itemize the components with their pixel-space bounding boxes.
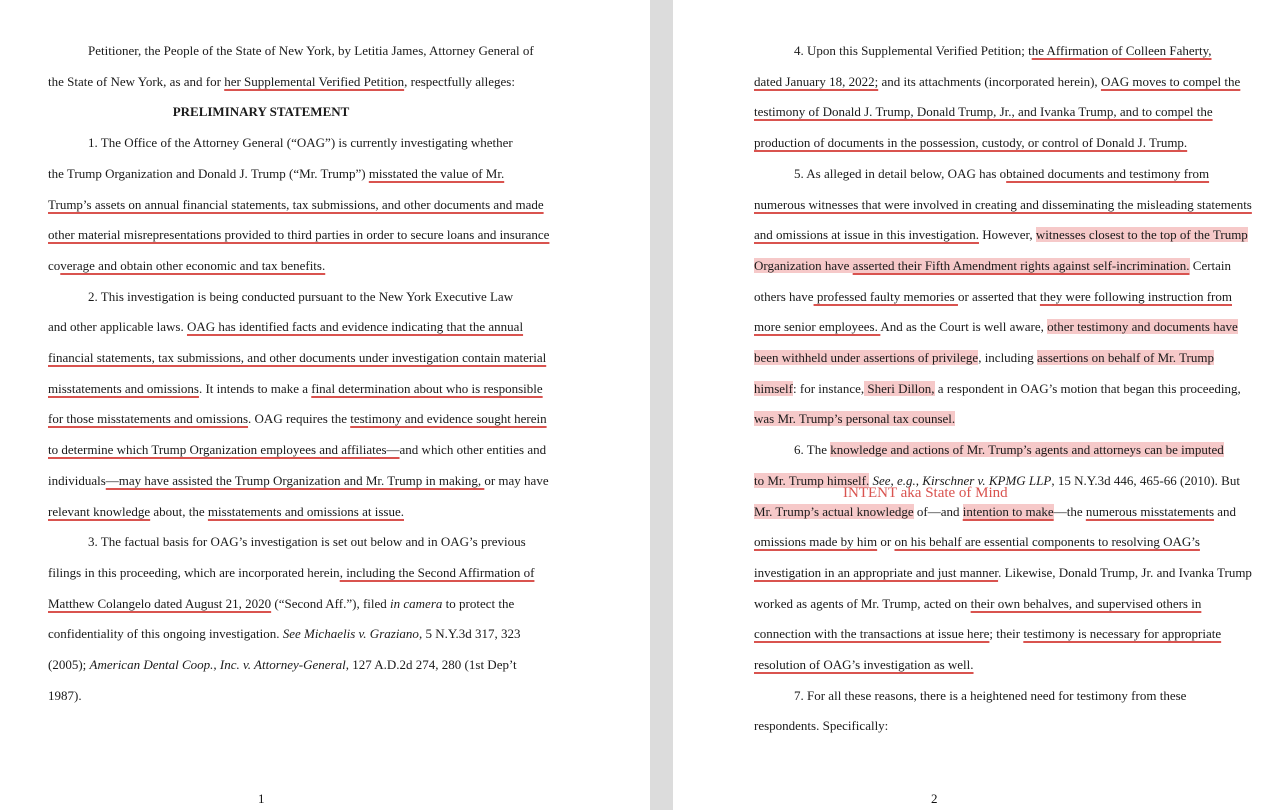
text-line xyxy=(88,135,513,151)
text-line xyxy=(48,74,515,90)
text-run: . OAG requires the xyxy=(248,411,351,427)
underlined-text: misstatements and omissions at issue. xyxy=(207,503,404,519)
text-line xyxy=(754,74,1240,90)
text-line xyxy=(48,596,514,612)
underlined-text: they were following instruction from xyxy=(1039,288,1232,304)
highlighted-text: been withheld under assertions of privilege xyxy=(754,350,979,365)
underlined-text: numerous misstatements xyxy=(1085,503,1215,519)
highlighted-text: was Mr. Trump’s personal tax counsel. xyxy=(754,411,956,427)
text-line xyxy=(48,350,546,366)
highlighted-text: asserted their Fifth Amendment rights against self-incrimination. xyxy=(852,257,1190,273)
text-run: others have xyxy=(754,288,814,304)
underlined-text: OAG has identified facts and evidence indicating that the annual xyxy=(186,319,524,335)
text-run: confidentiality of this ongoing investigation. xyxy=(48,626,283,642)
underlined-text: her Supplemental Verified Petition xyxy=(224,73,405,89)
italic-text: in camera xyxy=(390,595,443,611)
text-line xyxy=(794,43,1212,59)
text-run: of—and xyxy=(913,503,963,519)
highlighted-text: other testimony and documents have xyxy=(1047,319,1238,335)
text-run: This investigation is being conducted pursuant to the New York Executive Law xyxy=(97,288,514,304)
text-run: , 127 A.D.2d 274, 280 (1st Dep’t xyxy=(345,657,517,672)
text-run: 5. xyxy=(794,165,804,181)
text-line xyxy=(794,688,1186,704)
text-run: 1987). xyxy=(48,687,82,703)
underlined-text: other material misrepresentations provided to third parties in order to secure loans and insurance xyxy=(48,227,550,243)
text-run: , 5 N.Y.3d 317, 323 xyxy=(418,626,521,642)
italic-text: American Dental Coop., Inc. v. Attorney-General xyxy=(89,657,346,672)
text-run: PRELIMINARY STATEMENT xyxy=(172,104,350,120)
highlighted-text: witnesses closest to the top of the Trump xyxy=(1035,227,1248,243)
text-line xyxy=(48,657,517,673)
text-run: the Trump Organization and Donald J. Trump (“Mr. Trump”) xyxy=(48,165,369,181)
text-run: 7. xyxy=(794,687,804,703)
text-line xyxy=(754,718,888,734)
underlined-text: professed faulty memories xyxy=(813,288,958,304)
text-run: or asserted that xyxy=(957,288,1040,304)
text-line xyxy=(48,166,504,182)
text-run: The Office of the Attorney General (“OAG”) is currently investigating whether xyxy=(97,135,513,151)
text-run: . It intends to make a xyxy=(198,380,312,396)
underlined-text: dated January 18, 2022; xyxy=(754,73,879,89)
text-line xyxy=(754,504,1236,520)
text-run: , including xyxy=(978,350,1038,365)
text-run: And as the Court is well aware, xyxy=(880,319,1048,335)
text-run: and its attachments (incorporated herein), xyxy=(878,73,1101,89)
text-line xyxy=(48,504,404,520)
text-line xyxy=(48,411,547,427)
text-line xyxy=(754,596,1201,612)
underlined-text: he Affirmation of Colleen Faherty, xyxy=(1031,43,1212,58)
text-run: a respondent in OAG’s motion that began this proceeding, xyxy=(934,380,1241,396)
text-run: Certain xyxy=(1189,257,1232,273)
underlined-text: —may have assisted the Trump Organization and Mr. Trump in making, xyxy=(105,472,485,488)
highlighted-text: Organization have xyxy=(754,257,853,273)
highlighted-text: Mr. Trump’s actual knowledge xyxy=(754,503,914,519)
text-run: . Likewise, Donald Trump, Jr. and Ivanka Trump xyxy=(998,564,1252,580)
text-line xyxy=(754,227,1248,243)
underlined-text: misstated the value of Mr. xyxy=(368,165,505,181)
text-run: Upon this Supplemental Verified Petition; t xyxy=(803,43,1032,58)
underlined-text: connection with the transactions at issue here xyxy=(754,626,990,642)
underlined-text: numerous witnesses that were involved in creating and disseminating the misleading statements xyxy=(754,196,1252,212)
text-line xyxy=(48,626,521,642)
text-line xyxy=(754,319,1238,335)
text-run: , 15 N.Y.3d 446, 465-66 (2010). But xyxy=(1051,472,1240,488)
underlined-text: for those misstatements and omissions xyxy=(48,411,249,427)
text-run: or xyxy=(877,534,895,550)
underlined-text: relevant knowledge xyxy=(48,503,151,519)
italic-text: See, e.g., Kirschner v. KPMG LLP xyxy=(872,472,1052,488)
text-line xyxy=(754,381,1241,397)
text-run: 3. xyxy=(88,534,98,550)
text-run: individuals xyxy=(48,472,106,488)
underlined-text: resolution of OAG’s investigation as well. xyxy=(754,657,974,672)
text-run: and xyxy=(1214,503,1237,519)
text-run: (“Second Aff.”), filed xyxy=(271,595,391,611)
text-line xyxy=(794,442,1224,458)
text-line xyxy=(754,411,955,427)
text-line xyxy=(88,43,534,59)
page-number: 2 xyxy=(931,791,938,806)
text-run: The factual basis for OAG’s investigation is set out below and in OAG’s previous xyxy=(97,534,526,550)
text-line xyxy=(754,350,1214,366)
text-run: respondents. Specifically: xyxy=(754,718,889,734)
text-run: worked as agents of Mr. Trump, acted on xyxy=(754,595,971,611)
underlined-text: omissions made by him xyxy=(754,534,878,550)
text-line xyxy=(88,534,526,550)
underlined-text: financial statements, tax submissions, and other documents under investigation contain material xyxy=(48,350,547,365)
underlined-text: testimony and evidence sought herein xyxy=(350,411,547,427)
text-line xyxy=(48,258,325,274)
underlined-text: misstatements and omissions xyxy=(48,380,199,396)
text-line xyxy=(754,534,1200,550)
text-line xyxy=(48,227,549,243)
text-run: 1. xyxy=(88,135,98,151)
text-run: co xyxy=(48,257,61,273)
text-run: However, xyxy=(978,227,1036,243)
underlined-text: final determination about who is responsible xyxy=(311,380,543,396)
text-run: or may have xyxy=(484,472,549,488)
text-run: ; their xyxy=(989,626,1024,642)
text-run: , respectfully alleges: xyxy=(404,73,515,89)
text-run: The xyxy=(803,442,831,458)
page-number: 1 xyxy=(258,791,265,806)
text-line xyxy=(48,442,546,458)
text-line xyxy=(754,197,1252,213)
text-line xyxy=(48,473,549,489)
highlighted-text: intention to make xyxy=(962,503,1054,519)
underlined-text: production of documents in the possession, custody, or control of Donald J. Trump. xyxy=(754,135,1188,151)
underlined-text: testimony is necessary for appropriate xyxy=(1023,626,1222,642)
underlined-text: Trump’s assets on annual financial statements, tax submissions, and other documents and made xyxy=(48,196,544,212)
text-line xyxy=(754,565,1252,581)
underlined-text: investigation in an appropriate and just manner xyxy=(754,564,999,580)
highlighted-text: knowledge and actions of Mr. Trump’s agents and attorneys can be imputed xyxy=(830,442,1224,458)
text-line xyxy=(48,565,534,581)
text-line xyxy=(794,166,1209,182)
text-line xyxy=(48,197,544,213)
text-line xyxy=(48,319,523,335)
text-run: the State of New York, as and for xyxy=(48,73,225,89)
text-line xyxy=(48,381,543,397)
underlined-text: their own behalves, and supervised others in xyxy=(970,595,1202,611)
text-line xyxy=(754,657,974,673)
text-run: As alleged in detail below, OAG has o xyxy=(803,165,1007,181)
underlined-text: OAG moves to compel the xyxy=(1100,73,1241,89)
highlighted-text: himself xyxy=(754,380,793,396)
text-run: Petitioner, the People of the State of New York, by Letitia James, Attorney General of xyxy=(88,43,534,58)
underlined-text: Matthew Colangelo dated August 21, 2020 xyxy=(48,595,272,611)
text-run: and other applicable laws. xyxy=(48,319,187,335)
text-run: and which other entities and xyxy=(399,442,547,458)
text-run: about, the xyxy=(150,503,208,519)
highlighted-text: Sheri Dillon, xyxy=(864,380,935,396)
text-run: to protect the xyxy=(442,595,515,611)
text-run: filings in this proceeding, which are incorporated herein xyxy=(48,564,340,580)
text-line xyxy=(754,135,1187,151)
italic-text: See Michaelis v. Graziano xyxy=(282,626,419,642)
text-line xyxy=(754,258,1231,274)
text-run: 4. xyxy=(794,43,804,58)
underlined-text: , including the Second Affirmation of xyxy=(339,564,535,580)
underlined-text: to determine which Trump Organization employees and affiliates— xyxy=(48,442,400,458)
underlined-text: verage and obtain other economic and tax benefits. xyxy=(60,257,326,273)
highlighted-text: assertions on behalf of Mr. Trump xyxy=(1037,350,1214,365)
handwritten-annotation: INTENT aka State of Mind xyxy=(843,485,1008,501)
text-line xyxy=(48,688,82,704)
document-page-2 xyxy=(673,0,1280,810)
text-run: (2005); xyxy=(48,657,90,672)
section-heading xyxy=(0,104,522,120)
text-run: —the xyxy=(1053,503,1086,519)
underlined-text: btained documents and testimony from xyxy=(1006,165,1210,181)
underlined-text: more senior employees. xyxy=(754,319,881,335)
text-line xyxy=(88,289,513,305)
highlighted-text: to Mr. Trump himself. xyxy=(754,472,870,488)
text-line xyxy=(754,289,1232,305)
text-run: : for instance, xyxy=(793,380,865,396)
text-line xyxy=(754,626,1221,642)
text-run: For all these reasons, there is a heightened need for testimony from these xyxy=(803,687,1187,703)
underlined-text: on his behalf are essential components to resolving OAG’s xyxy=(894,534,1200,550)
underlined-text: testimony of Donald J. Trump, Donald Trump, Jr., and Ivanka Trump, and to compel the xyxy=(754,104,1213,120)
underlined-text: and omissions at issue in this investigation. xyxy=(754,227,979,243)
text-run: 2. xyxy=(88,288,98,304)
text-run: 6. xyxy=(794,442,804,458)
text-line xyxy=(754,104,1213,120)
